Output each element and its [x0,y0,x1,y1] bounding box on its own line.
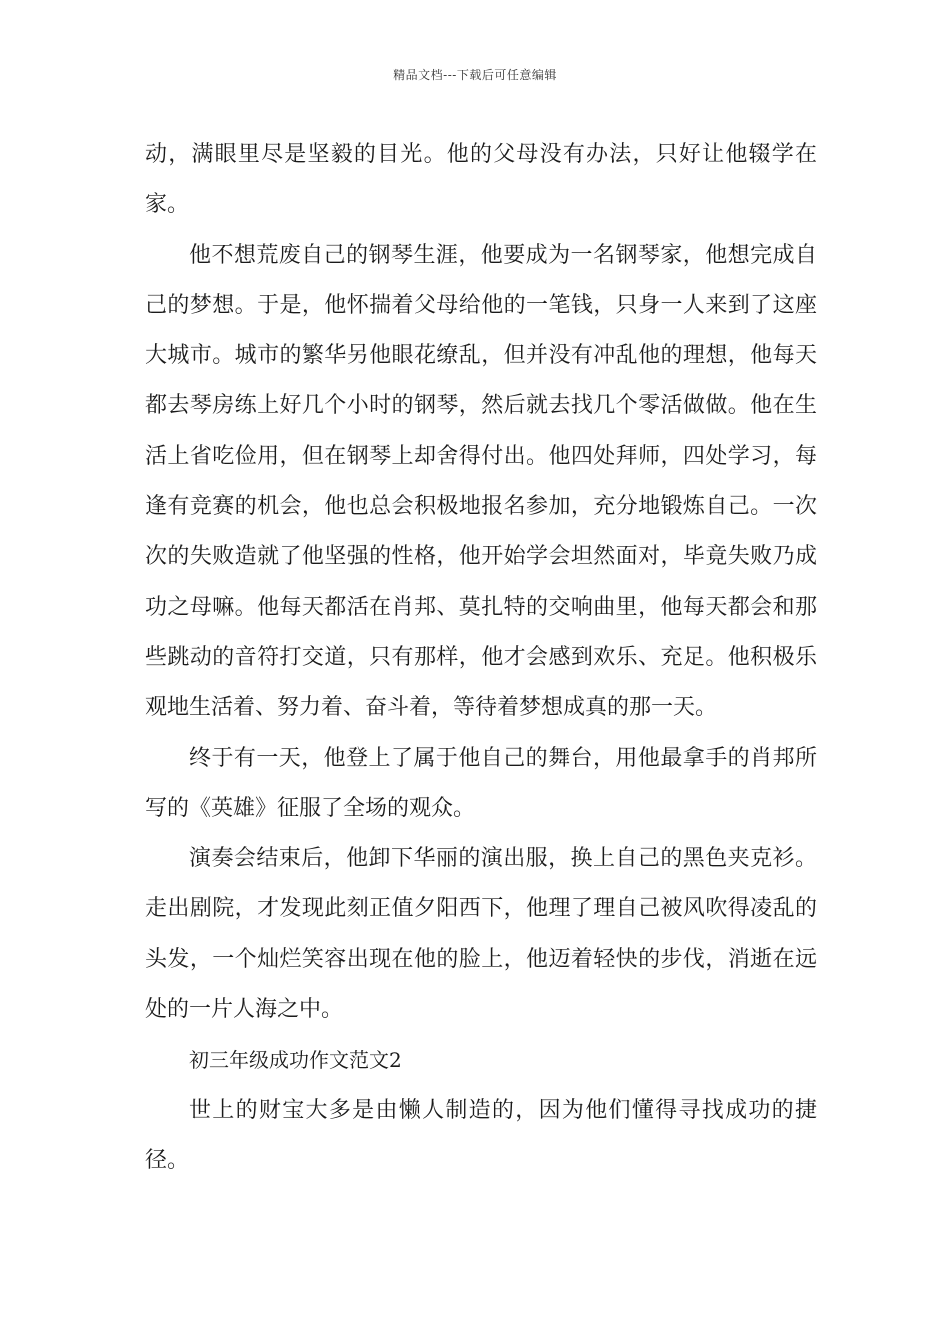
paragraph-continued: 动，满眼里尽是坚毅的目光。他的父母没有办法，只好让他辍学在家。 [145,142,817,218]
paragraph-stage-day: 终于有一天，他登上了属于他自己的舞台，用他最拿手的肖邦所写的《英雄》征服了全场的观众。 [145,745,817,821]
paragraph-piano-dream: 他不想荒废自己的钢琴生涯，他要成为一名钢琴家，他想完成自己的梦想。于是，他怀揣着父母给他的一笔钱，只身一人来到了这座大城市。城市的繁华另他眼花缭乱，但并没有冲乱他的理想，他每天都去琴房练上好几个小时的钢琴，然后就去找几个零活做做。他在生活上省吃俭用，但在钢琴上却舍得付出。他四处拜师，四处学习，每逢有竞赛的机会，他也总会积极地报名参加，充分地锻炼自己。一次次的失败造就了他坚强的性格，他开始学会坦然面对，毕竟失败乃成功之母嘛。他每天都活在肖邦、莫扎特的交响曲里，他每天都会和那些跳动的音符打交道，只有那样，他才会感到欢乐、充足。他积极乐观地生活着、努力着、奋斗着，等待着梦想成真的那一天。 [145,242,817,721]
document-body [145,130,817,1186]
paragraph-after-concert: 演奏会结束后，他卸下华丽的演出服，换上自己的黑色夹克衫。走出剧院，才发现此刻正值夕阳西下，他理了理自己被风吹得凌乱的头发，一个灿烂笑容出现在他的脸上，他迈着轻快的步伐，消逝在远处的一片人海之中。 [145,846,817,1023]
essay-subtitle: 初三年级成功作文范文2 [189,1048,402,1073]
page-header: 精品文档---下载后可任意编辑 [393,68,557,82]
paragraph-treasure: 世上的财宝大多是由懒人制造的，因为他们懂得寻找成功的捷径。 [145,1097,817,1173]
